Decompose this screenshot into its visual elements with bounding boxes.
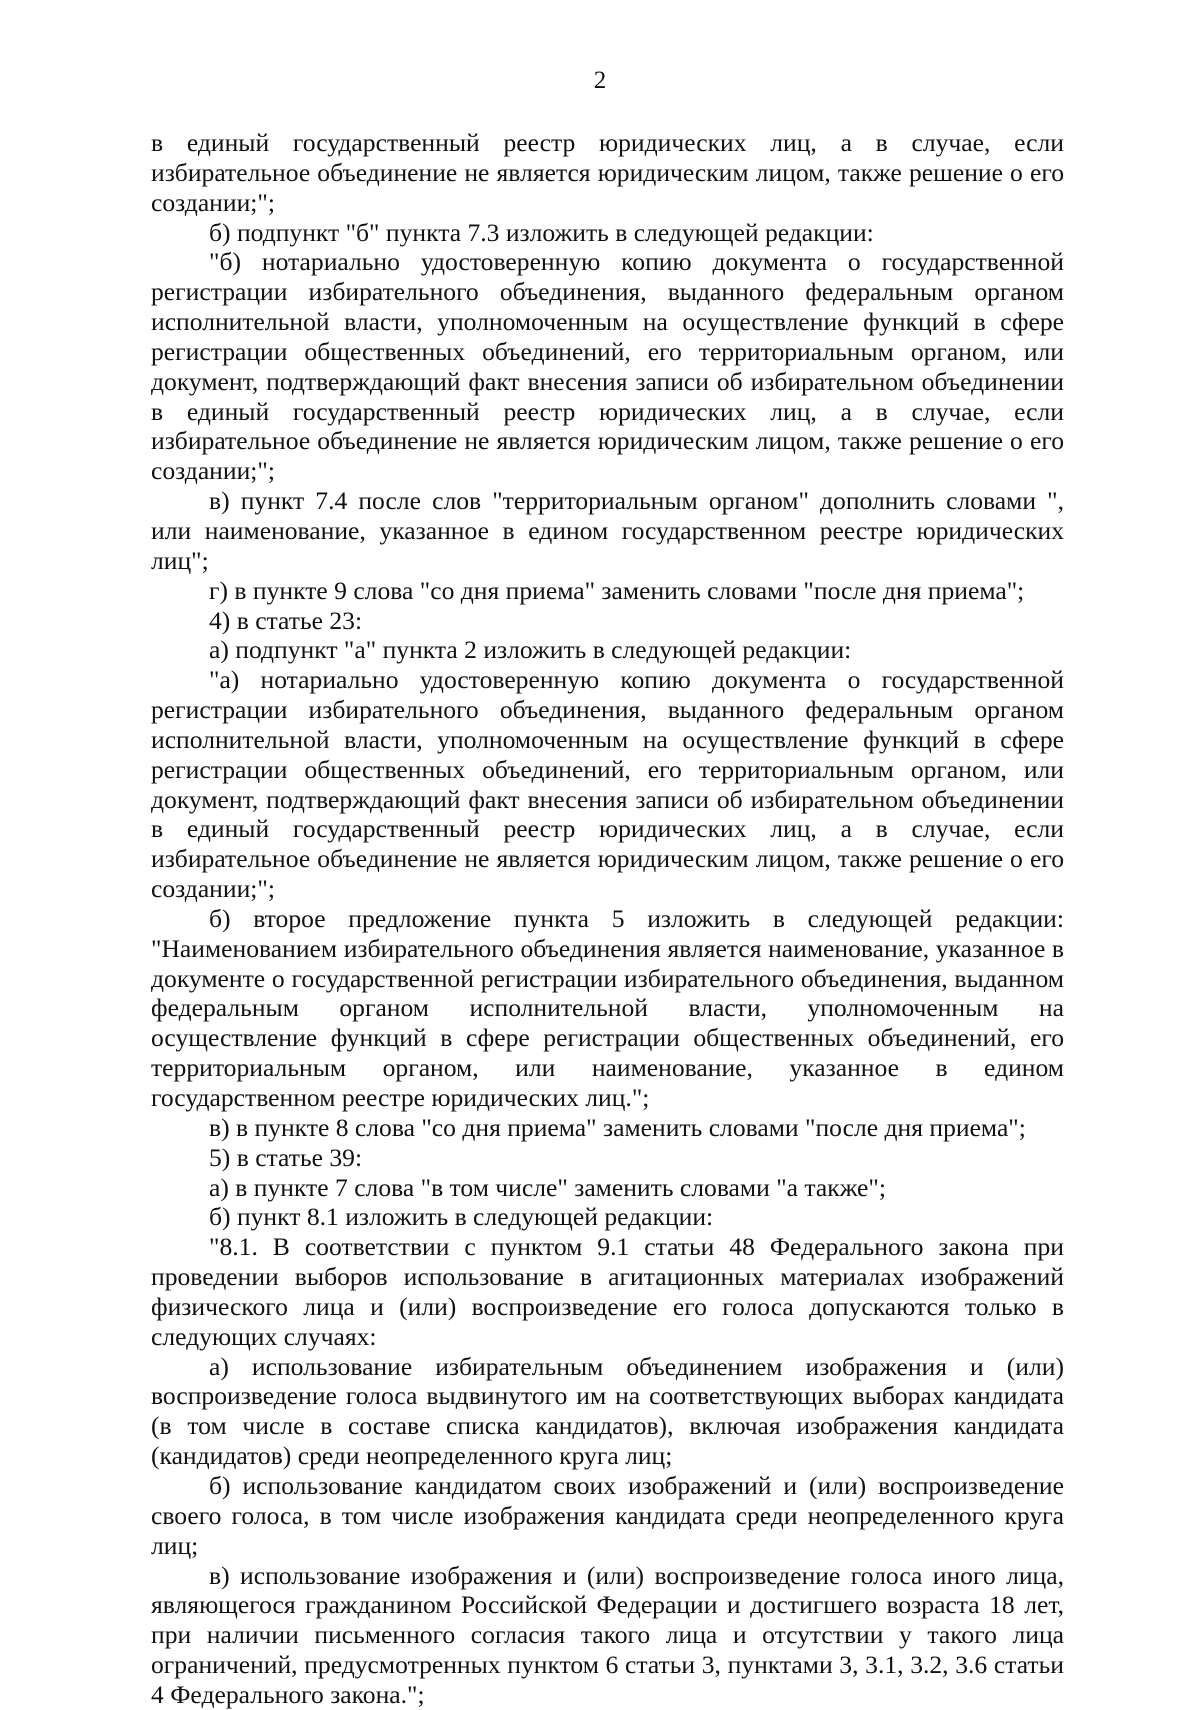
- paragraph: в единый государственный реестр юридических лиц, а в случае, если избирательное объединение не является юридическим лицом, также решение о его создании;";: [151, 128, 1064, 217]
- paragraph: а) в пункте 7 слова "в том числе" заменить словами "а также";: [209, 1172, 886, 1202]
- paragraph: в) пункт 7.4 после слов "территориальным органом" дополнить словами ", или наименование, указанное в едином государственном реестре юридических лиц";: [151, 486, 1064, 575]
- paragraph: б) второе предложение пункта 5 изложить в следующей редакции: "Наименованием избирательного объединения является наименование, указанное в документе о государственной регистрации избирательного объединения, выданном федеральным органом исполнительной власти, уполномоченным на осуществление функций в сфере регистрации общественных объединений, его территориальным органом, или наименование, указанное в едином государственном реестре юридических лиц.";: [151, 903, 1064, 1112]
- paragraph: в) в пункте 8 слова "со дня приема" заменить словами "после дня приема";: [209, 1112, 1026, 1142]
- paragraph: "8.1. В соответствии с пунктом 9.1 статьи 48 Федерального закона при проведении выборов использование в агитационных материалах изображений физического лица и (или) воспроизведение его голоса допускаются только в следующих случаях:: [151, 1232, 1064, 1351]
- paragraph: а) подпункт "а" пункта 2 изложить в следующей редакции:: [209, 635, 852, 665]
- paragraph: б) пункт 8.1 изложить в следующей редакции:: [209, 1202, 714, 1232]
- paragraph: г) в пункте 9 слова "со дня приема" заменить словами "после дня приема";: [209, 575, 1025, 605]
- document-body: [151, 128, 1064, 1710]
- paragraph: в) использование изображения и (или) воспроизведение голоса иного лица, являющегося гражданином Российской Федерации и достигшего возраста 18 лет, при наличии письменного согласия такого лица и отсутствии у такого лица ограничений, предусмотренных пунктом 6 статьи 3, пунктами 3, 3.1, 3.2, 3.6 статьи 4 Федерального закона.";: [151, 1560, 1064, 1709]
- paragraph: б) подпункт "б" пункта 7.3 изложить в следующей редакции:: [209, 217, 874, 247]
- paragraph: б) использование кандидатом своих изображений и (или) воспроизведение своего голоса, в том числе изображения кандидата среди неопределенного круга лиц;: [151, 1470, 1064, 1560]
- paragraph: а) использование избирательным объединением изображения и (или) воспроизведение голоса выдвинутого им на соответствующих выборах кандидата (в том числе в составе списка кандидатов), включая изображения кандидата (кандидатов) среди неопределенного круга лиц;: [151, 1351, 1064, 1471]
- paragraph: "а) нотариально удостоверенную копию документа о государственной регистрации избирательного объединения, выданного федеральным органом исполнительной власти, уполномоченным на осуществление функций в сфере регистрации общественных объединений, его территориальным органом, или документ, подтверждающий факт внесения записи об избирательном объединении в единый государственный реестр юридических лиц, а в случае, если избирательное объединение не является юридическим лицом, также решение о его создании;";: [151, 665, 1064, 904]
- paragraph: "б) нотариально удостоверенную копию документа о государственной регистрации избирательного объединения, выданного федеральным органом исполнительной власти, уполномоченным на осуществление функций в сфере регистрации общественных объединений, его территориальным органом, или документ, подтверждающий факт внесения записи об избирательном объединении в единый государственный реестр юридических лиц, а в случае, если избирательное объединение не является юридическим лицом, также решение о его создании;";: [151, 247, 1064, 486]
- paragraph: 5) в статье 39:: [209, 1142, 363, 1172]
- paragraph: 4) в статье 23:: [209, 605, 363, 635]
- page-number: 2: [593, 67, 607, 94]
